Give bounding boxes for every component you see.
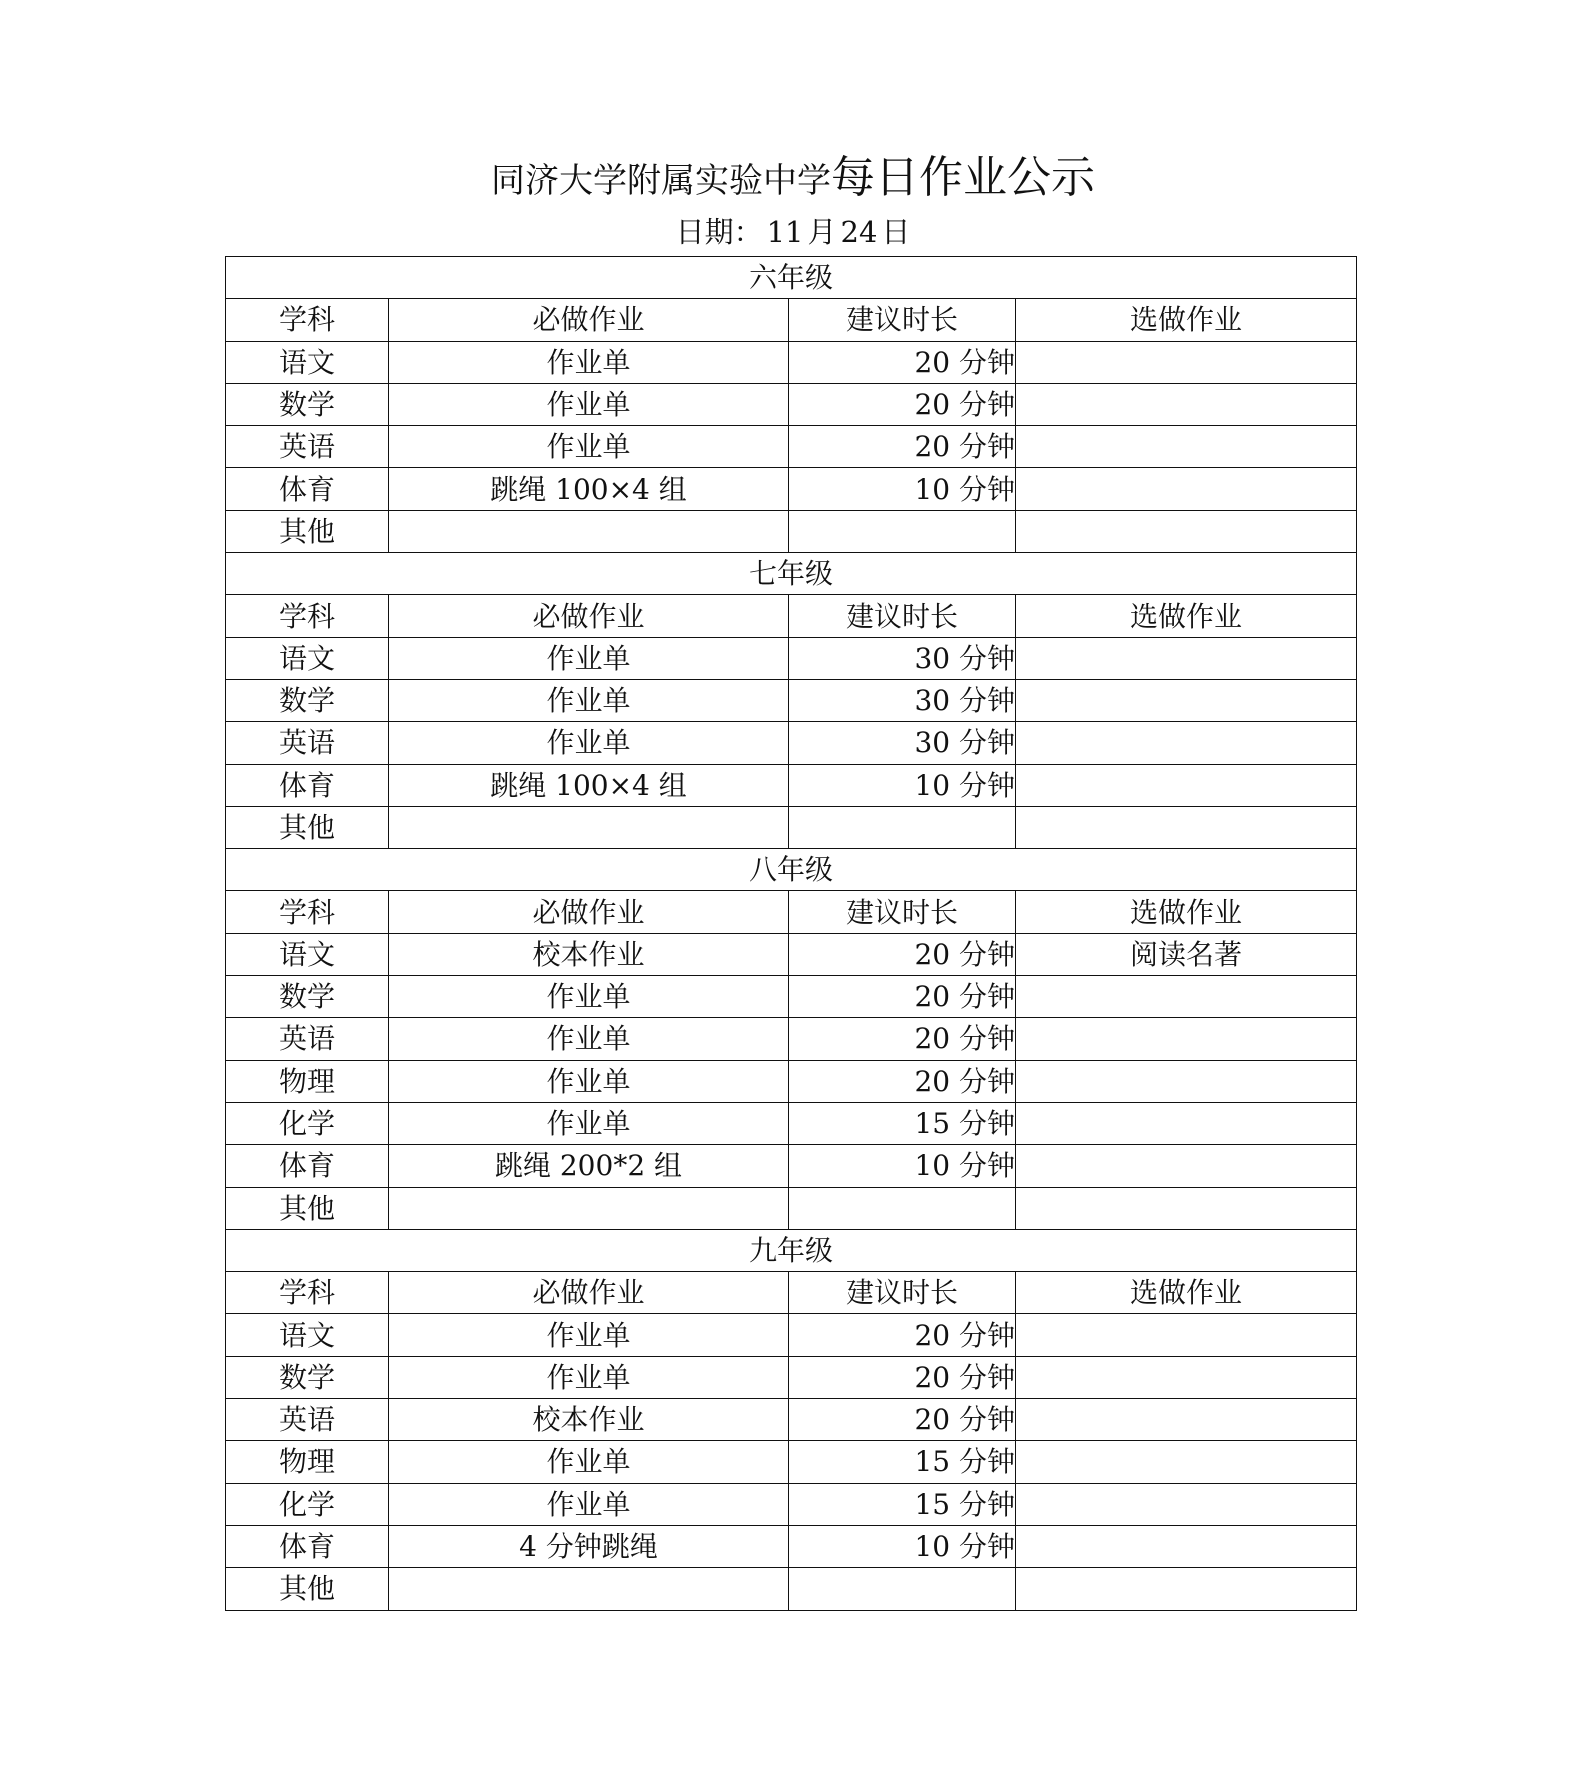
column-header-required: 必做作业 xyxy=(389,1272,789,1314)
table-row xyxy=(226,1060,1357,1102)
duration-cell: 20 分钟 xyxy=(789,341,1016,383)
duration-cell: 20 分钟 xyxy=(789,933,1016,975)
required-homework-cell: 跳绳 100×4 组 xyxy=(389,764,789,806)
column-header-required: 必做作业 xyxy=(389,891,789,933)
duration-cell: 10 分钟 xyxy=(789,1525,1016,1567)
optional-homework-cell xyxy=(1016,1399,1357,1441)
duration-cell: 20 分钟 xyxy=(789,1018,1016,1060)
required-homework-cell: 作业单 xyxy=(389,426,789,468)
optional-homework-cell xyxy=(1016,1314,1357,1356)
homework-table xyxy=(225,256,1357,1611)
table-row xyxy=(226,806,1357,848)
optional-homework-cell xyxy=(1016,426,1357,468)
required-homework-cell: 作业单 xyxy=(389,976,789,1018)
required-homework-cell: 作业单 xyxy=(389,341,789,383)
subject-cell: 语文 xyxy=(226,1314,389,1356)
table-row xyxy=(226,933,1357,975)
table-row xyxy=(226,1356,1357,1398)
subject-cell: 其他 xyxy=(226,1568,389,1610)
column-header-subject: 学科 xyxy=(226,299,389,341)
table-row xyxy=(226,1483,1357,1525)
grade-title: 六年级 xyxy=(226,257,1357,299)
required-homework-cell: 校本作业 xyxy=(389,933,789,975)
duration-cell: 15 分钟 xyxy=(789,1441,1016,1483)
duration-cell: 30 分钟 xyxy=(789,637,1016,679)
table-row xyxy=(226,1568,1357,1610)
homework-table-body xyxy=(226,257,1357,1611)
optional-homework-cell xyxy=(1016,1018,1357,1060)
subject-cell: 数学 xyxy=(226,976,389,1018)
subject-cell: 体育 xyxy=(226,468,389,510)
required-homework-cell: 作业单 xyxy=(389,1441,789,1483)
school-name: 同济大学附属实验中学 xyxy=(491,161,831,201)
required-homework-cell: 作业单 xyxy=(389,1483,789,1525)
column-header-subject: 学科 xyxy=(226,1272,389,1314)
subject-cell: 英语 xyxy=(226,722,389,764)
duration-cell xyxy=(789,806,1016,848)
duration-cell: 10 分钟 xyxy=(789,468,1016,510)
date-month: 11 xyxy=(766,215,804,249)
duration-cell: 20 分钟 xyxy=(789,1314,1016,1356)
column-header-row xyxy=(226,891,1357,933)
table-row xyxy=(226,1018,1357,1060)
date-label: 日期： xyxy=(675,215,763,249)
table-row xyxy=(226,764,1357,806)
column-header-optional: 选做作业 xyxy=(1016,299,1357,341)
column-header-required: 必做作业 xyxy=(389,595,789,637)
subject-cell: 其他 xyxy=(226,510,389,552)
required-homework-cell: 作业单 xyxy=(389,383,789,425)
column-header-duration: 建议时长 xyxy=(789,891,1016,933)
optional-homework-cell xyxy=(1016,1525,1357,1567)
column-header-duration: 建议时长 xyxy=(789,1272,1016,1314)
optional-homework-cell: 阅读名著 xyxy=(1016,933,1357,975)
date-month-unit: 月 xyxy=(807,215,837,249)
subject-cell: 英语 xyxy=(226,426,389,468)
grade-header-row xyxy=(226,553,1357,595)
duration-cell: 10 分钟 xyxy=(789,1145,1016,1187)
column-header-duration: 建议时长 xyxy=(789,595,1016,637)
duration-cell: 20 分钟 xyxy=(789,1356,1016,1398)
required-homework-cell: 作业单 xyxy=(389,722,789,764)
table-row xyxy=(226,1145,1357,1187)
required-homework-cell xyxy=(389,806,789,848)
table-row xyxy=(226,637,1357,679)
column-header-row xyxy=(226,1272,1357,1314)
optional-homework-cell xyxy=(1016,637,1357,679)
table-row xyxy=(226,1102,1357,1144)
optional-homework-cell xyxy=(1016,679,1357,721)
required-homework-cell: 作业单 xyxy=(389,1060,789,1102)
subject-cell: 英语 xyxy=(226,1399,389,1441)
optional-homework-cell xyxy=(1016,1187,1357,1229)
duration-cell: 10 分钟 xyxy=(789,764,1016,806)
required-homework-cell: 作业单 xyxy=(389,679,789,721)
table-row xyxy=(226,1525,1357,1567)
table-row xyxy=(226,468,1357,510)
subject-cell: 物理 xyxy=(226,1060,389,1102)
table-row xyxy=(226,383,1357,425)
subject-cell: 其他 xyxy=(226,1187,389,1229)
duration-cell: 30 分钟 xyxy=(789,679,1016,721)
table-row xyxy=(226,1187,1357,1229)
subject-cell: 其他 xyxy=(226,806,389,848)
optional-homework-cell xyxy=(1016,383,1357,425)
required-homework-cell: 作业单 xyxy=(389,1356,789,1398)
column-header-duration: 建议时长 xyxy=(789,299,1016,341)
title-suffix: 每日作业公示 xyxy=(831,152,1095,203)
required-homework-cell xyxy=(389,1568,789,1610)
table-row xyxy=(226,510,1357,552)
duration-cell: 20 分钟 xyxy=(789,383,1016,425)
table-row xyxy=(226,1399,1357,1441)
subject-cell: 数学 xyxy=(226,1356,389,1398)
table-row xyxy=(226,679,1357,721)
date-day-unit: 日 xyxy=(881,215,911,249)
duration-cell xyxy=(789,1568,1016,1610)
grade-header-row xyxy=(226,849,1357,891)
subject-cell: 数学 xyxy=(226,383,389,425)
subject-cell: 化学 xyxy=(226,1102,389,1144)
subject-cell: 体育 xyxy=(226,764,389,806)
duration-cell: 20 分钟 xyxy=(789,976,1016,1018)
date-day: 24 xyxy=(840,215,878,249)
optional-homework-cell xyxy=(1016,341,1357,383)
required-homework-cell: 跳绳 100×4 组 xyxy=(389,468,789,510)
table-row xyxy=(226,976,1357,1018)
required-homework-cell: 作业单 xyxy=(389,1018,789,1060)
column-header-optional: 选做作业 xyxy=(1016,1272,1357,1314)
column-header-subject: 学科 xyxy=(226,595,389,637)
duration-cell: 20 分钟 xyxy=(789,1060,1016,1102)
optional-homework-cell xyxy=(1016,468,1357,510)
required-homework-cell: 校本作业 xyxy=(389,1399,789,1441)
duration-cell xyxy=(789,510,1016,552)
optional-homework-cell xyxy=(1016,1102,1357,1144)
column-header-optional: 选做作业 xyxy=(1016,595,1357,637)
grade-header-row xyxy=(226,1229,1357,1271)
subject-cell: 物理 xyxy=(226,1441,389,1483)
column-header-row xyxy=(226,595,1357,637)
duration-cell: 15 分钟 xyxy=(789,1483,1016,1525)
optional-homework-cell xyxy=(1016,806,1357,848)
grade-title: 八年级 xyxy=(226,849,1357,891)
column-header-row xyxy=(226,299,1357,341)
table-row xyxy=(226,426,1357,468)
subject-cell: 英语 xyxy=(226,1018,389,1060)
grade-header-row xyxy=(226,257,1357,299)
optional-homework-cell xyxy=(1016,1483,1357,1525)
duration-cell xyxy=(789,1187,1016,1229)
column-header-required: 必做作业 xyxy=(389,299,789,341)
required-homework-cell xyxy=(389,510,789,552)
date-line xyxy=(0,212,1586,252)
optional-homework-cell xyxy=(1016,1145,1357,1187)
optional-homework-cell xyxy=(1016,976,1357,1018)
required-homework-cell: 作业单 xyxy=(389,637,789,679)
table-row xyxy=(226,1314,1357,1356)
subject-cell: 语文 xyxy=(226,341,389,383)
required-homework-cell: 作业单 xyxy=(389,1314,789,1356)
required-homework-cell xyxy=(389,1187,789,1229)
required-homework-cell: 跳绳 200*2 组 xyxy=(389,1145,789,1187)
required-homework-cell: 作业单 xyxy=(389,1102,789,1144)
grade-title: 九年级 xyxy=(226,1229,1357,1271)
subject-cell: 数学 xyxy=(226,679,389,721)
optional-homework-cell xyxy=(1016,764,1357,806)
required-homework-cell: 4 分钟跳绳 xyxy=(389,1525,789,1567)
duration-cell: 20 分钟 xyxy=(789,1399,1016,1441)
column-header-optional: 选做作业 xyxy=(1016,891,1357,933)
subject-cell: 体育 xyxy=(226,1525,389,1567)
optional-homework-cell xyxy=(1016,1441,1357,1483)
table-row xyxy=(226,1441,1357,1483)
table-row xyxy=(226,341,1357,383)
duration-cell: 30 分钟 xyxy=(789,722,1016,764)
subject-cell: 化学 xyxy=(226,1483,389,1525)
grade-title: 七年级 xyxy=(226,553,1357,595)
duration-cell: 20 分钟 xyxy=(789,426,1016,468)
optional-homework-cell xyxy=(1016,1568,1357,1610)
duration-cell: 15 分钟 xyxy=(789,1102,1016,1144)
optional-homework-cell xyxy=(1016,722,1357,764)
optional-homework-cell xyxy=(1016,1356,1357,1398)
subject-cell: 语文 xyxy=(226,637,389,679)
subject-cell: 体育 xyxy=(226,1145,389,1187)
optional-homework-cell xyxy=(1016,510,1357,552)
optional-homework-cell xyxy=(1016,1060,1357,1102)
column-header-subject: 学科 xyxy=(226,891,389,933)
table-row xyxy=(226,722,1357,764)
subject-cell: 语文 xyxy=(226,933,389,975)
page-title xyxy=(0,150,1586,206)
